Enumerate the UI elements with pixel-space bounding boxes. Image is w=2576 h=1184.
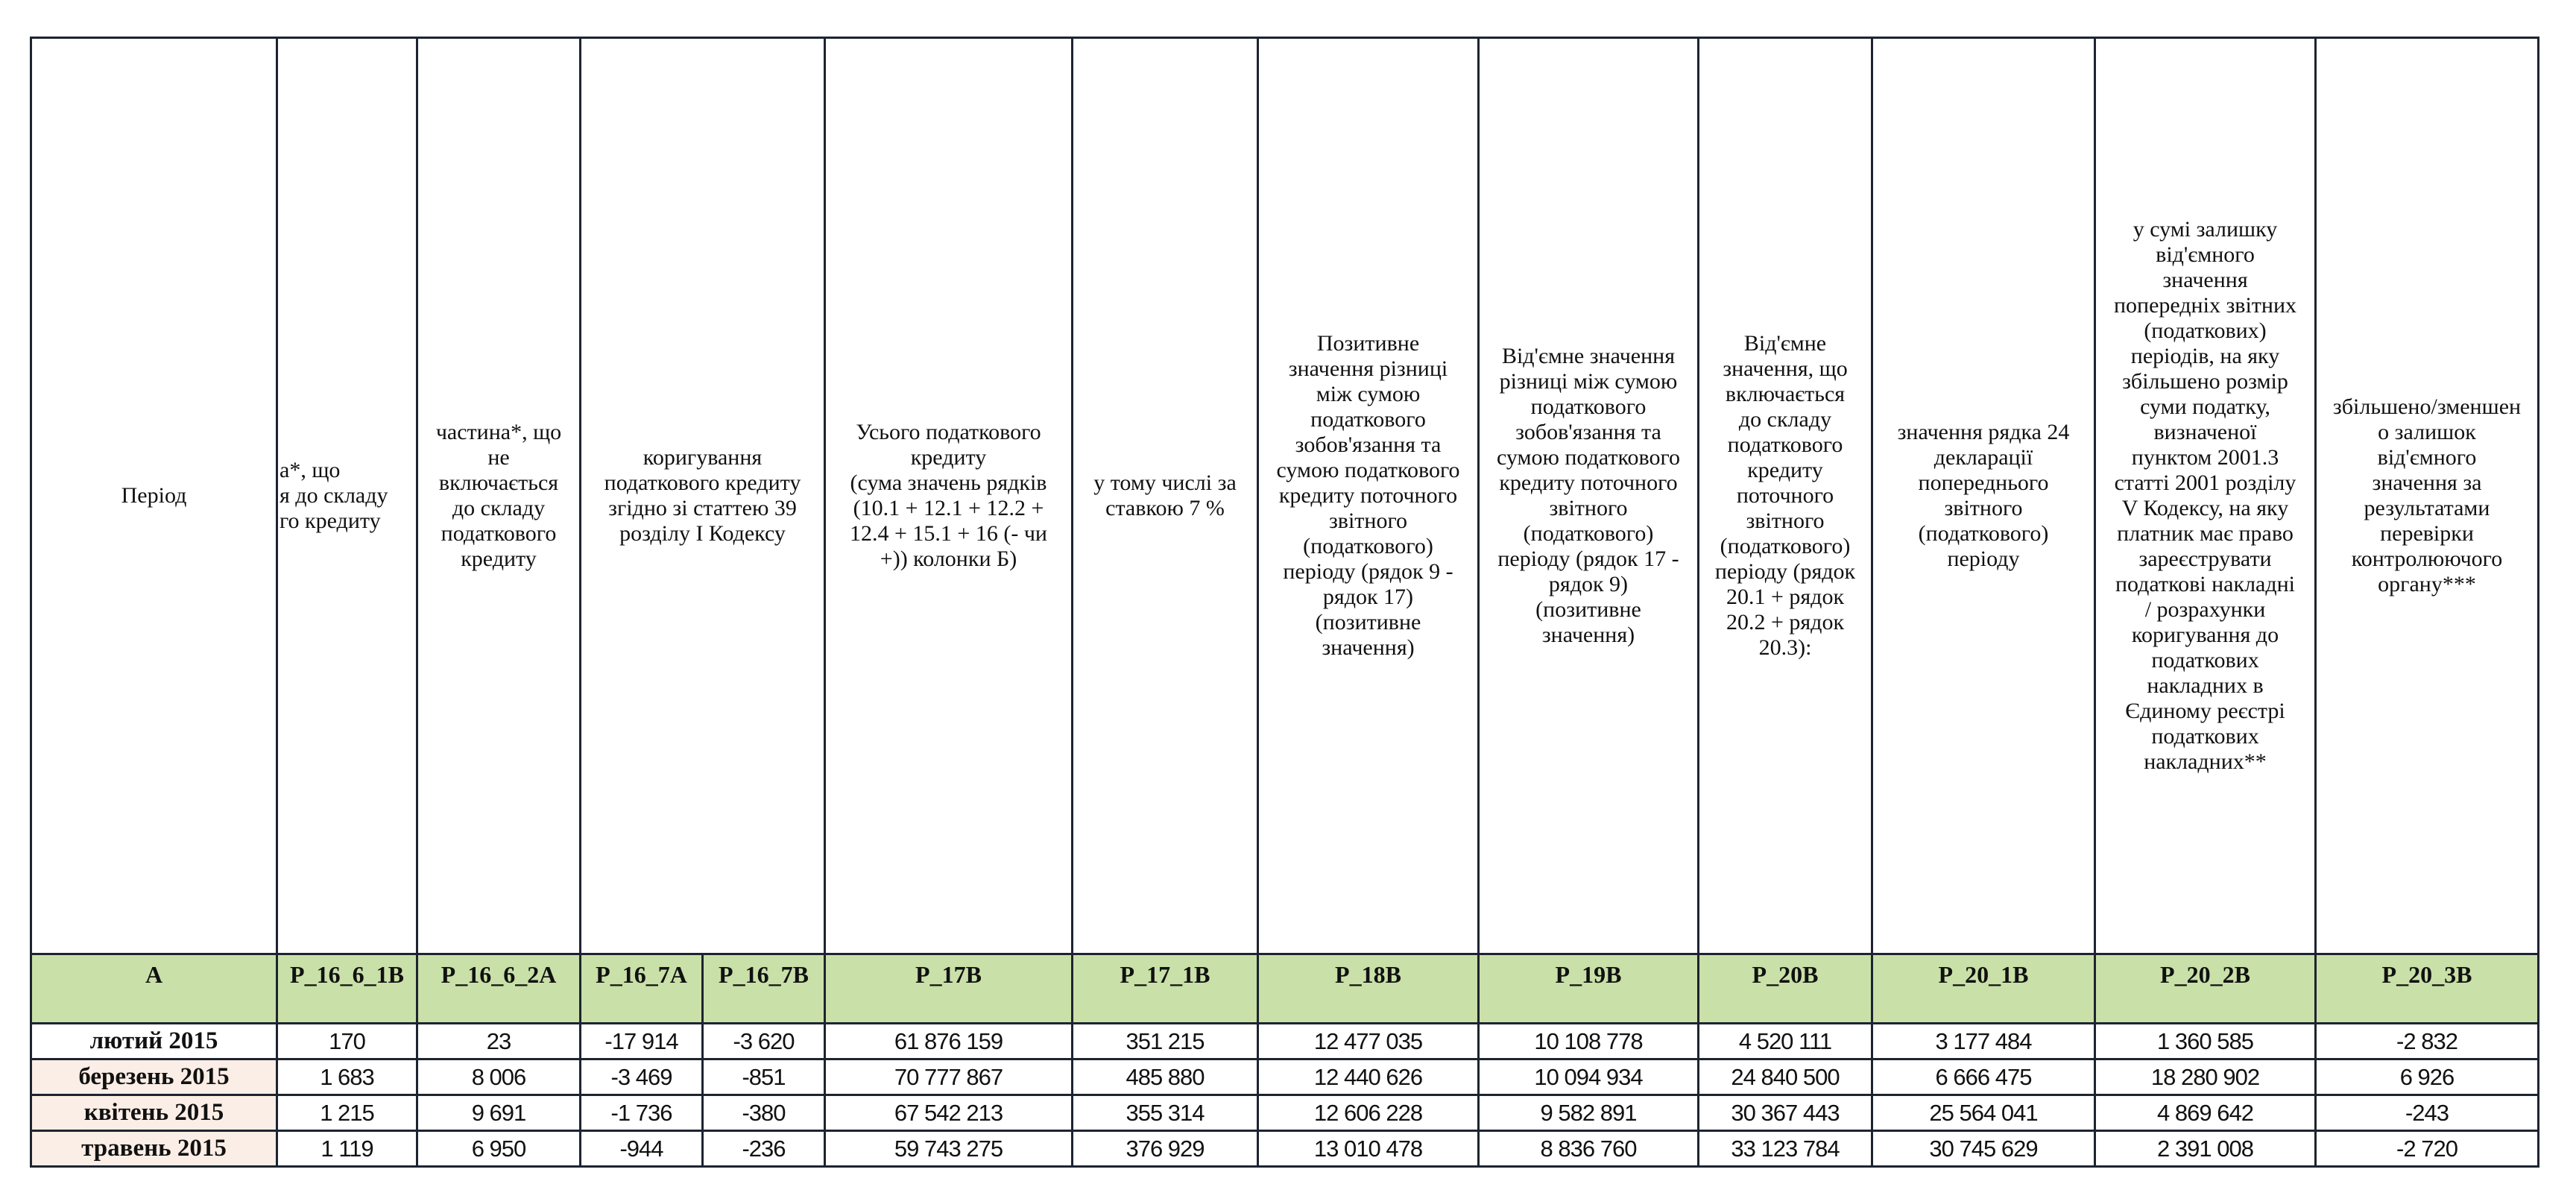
value-cell: 12 440 626 — [1258, 1059, 1479, 1095]
value-cell: 67 542 213 — [825, 1095, 1073, 1131]
code-cell: P_17B — [825, 954, 1073, 1024]
code-cell: P_16_7B — [703, 954, 825, 1024]
code-cell: P_19B — [1479, 954, 1699, 1024]
value-cell: 12 606 228 — [1258, 1095, 1479, 1131]
header-included-part: а*, що я до складу го кредиту — [277, 38, 417, 954]
value-cell: 8 006 — [417, 1059, 581, 1095]
code-cell: P_20B — [1699, 954, 1872, 1024]
value-cell: 376 929 — [1073, 1131, 1258, 1167]
value-cell: 6 666 475 — [1872, 1059, 2095, 1095]
value-cell: 8 836 760 — [1479, 1131, 1699, 1167]
header-rate-7: у тому числі за ставкою 7 % — [1073, 38, 1258, 954]
code-cell: P_16_7A — [581, 954, 703, 1024]
value-cell: -851 — [703, 1059, 825, 1095]
value-cell: 1 360 585 — [2095, 1024, 2316, 1059]
value-cell: 351 215 — [1073, 1024, 1258, 1059]
value-cell: 33 123 784 — [1699, 1131, 1872, 1167]
value-cell: 25 564 041 — [1872, 1095, 2095, 1131]
value-cell: 1 215 — [277, 1095, 417, 1131]
value-cell: 1 119 — [277, 1131, 417, 1167]
value-cell: 485 880 — [1073, 1059, 1258, 1095]
code-cell: P_20_1B — [1872, 954, 2095, 1024]
table-row — [31, 1059, 2539, 1095]
value-cell: 4 869 642 — [2095, 1095, 2316, 1131]
value-cell: -1 736 — [581, 1095, 703, 1131]
period-cell: березень 2015 — [31, 1059, 277, 1095]
value-cell: 30 367 443 — [1699, 1095, 1872, 1131]
table-row — [31, 1024, 2539, 1059]
value-cell: -3 469 — [581, 1059, 703, 1095]
table-row — [31, 1131, 2539, 1167]
header-credit-adjustment: коригування податкового кредиту згідно зі статтею 39 розділу І Кодексу — [581, 38, 825, 954]
value-cell: 18 280 902 — [2095, 1059, 2316, 1095]
code-cell: P_17_1B — [1073, 954, 1258, 1024]
period-cell: лютий 2015 — [31, 1024, 277, 1059]
header-total-tax-credit: Усього податкового кредиту (сума значень рядків (10.1 + 12.1 + 12.2 + 12.4 + 15.1 + 16 (- чи +)) колонки Б) — [825, 38, 1073, 954]
value-cell: -2 832 — [2316, 1024, 2539, 1059]
header-negative-included: Від'ємне значення, що включається до складу податкового кредиту поточного звітного (податкового) періоду (рядок 20.1 + рядок 20.2 + рядок 20.3): — [1699, 38, 1872, 954]
header-positive-difference: Позитивне значення різниці між сумою податкового зобов'язання та сумою податкового кредиту поточного звітного (податкового) періоду (рядок 9 - рядок 17) (позитивне значення) — [1258, 38, 1479, 954]
value-cell: 355 314 — [1073, 1095, 1258, 1131]
header-excluded-part: частина*, що не включається до складу податкового кредиту — [417, 38, 581, 954]
header-period: Період — [31, 38, 277, 954]
value-cell: -944 — [581, 1131, 703, 1167]
value-cell: 3 177 484 — [1872, 1024, 2095, 1059]
value-cell: 9 691 — [417, 1095, 581, 1131]
value-cell: 10 108 778 — [1479, 1024, 1699, 1059]
period-cell: травень 2015 — [31, 1131, 277, 1167]
value-cell: -17 914 — [581, 1024, 703, 1059]
value-cell: -2 720 — [2316, 1131, 2539, 1167]
value-cell: -236 — [703, 1131, 825, 1167]
code-cell: P_20_2B — [2095, 954, 2316, 1024]
value-cell: 30 745 629 — [1872, 1131, 2095, 1167]
code-row — [31, 954, 2539, 1024]
value-cell: -3 620 — [703, 1024, 825, 1059]
value-cell: 6 926 — [2316, 1059, 2539, 1095]
table-row — [31, 1095, 2539, 1131]
code-cell: А — [31, 954, 277, 1024]
tax-declaration-table — [30, 37, 2539, 1168]
value-cell: -380 — [703, 1095, 825, 1131]
value-cell: -243 — [2316, 1095, 2539, 1131]
value-cell: 10 094 934 — [1479, 1059, 1699, 1095]
code-cell: P_16_6_2A — [417, 954, 581, 1024]
value-cell: 170 — [277, 1024, 417, 1059]
header-adjusted-by-authority: збільшено/зменшен о залишок від'ємного значення за результатами перевірки контролюючого органу*** — [2316, 38, 2539, 954]
value-cell: 12 477 035 — [1258, 1024, 1479, 1059]
header-negative-difference: Від'ємне значення різниці між сумою податкового зобов'язання та сумою податкового кредиту поточного звітного (податкового) періоду (рядок 17 - рядок 9) (позитивне значення) — [1479, 38, 1699, 954]
value-cell: 23 — [417, 1024, 581, 1059]
code-cell: P_20_3B — [2316, 954, 2539, 1024]
period-cell: квітень 2015 — [31, 1095, 277, 1131]
value-cell: 4 520 111 — [1699, 1024, 1872, 1059]
value-cell: 9 582 891 — [1479, 1095, 1699, 1131]
code-cell: P_18B — [1258, 954, 1479, 1024]
value-cell: 24 840 500 — [1699, 1059, 1872, 1095]
value-cell: 1 683 — [277, 1059, 417, 1095]
value-cell: 59 743 275 — [825, 1131, 1073, 1167]
value-cell: 2 391 008 — [2095, 1131, 2316, 1167]
value-cell: 13 010 478 — [1258, 1131, 1479, 1167]
header-line-24-previous: значення рядка 24 декларації попереднього звітного (податкового) періоду — [1872, 38, 2095, 954]
value-cell: 70 777 867 — [825, 1059, 1073, 1095]
header-residual-negative: у сумі залишку від'ємного значення попередніх звітних (податкових) періодів, на яку збільшено розмір суми податку, визначеної пунктом 2001.3 статті 2001 розділу V Кодексу, на яку платник має право зареєструвати податкові накладні / розрахунки коригування до податкових накладних в Єдиному реєстрі податкових накладних** — [2095, 38, 2316, 954]
value-cell: 61 876 159 — [825, 1024, 1073, 1059]
value-cell: 6 950 — [417, 1131, 581, 1167]
header-row — [31, 38, 2539, 954]
code-cell: P_16_6_1B — [277, 954, 417, 1024]
